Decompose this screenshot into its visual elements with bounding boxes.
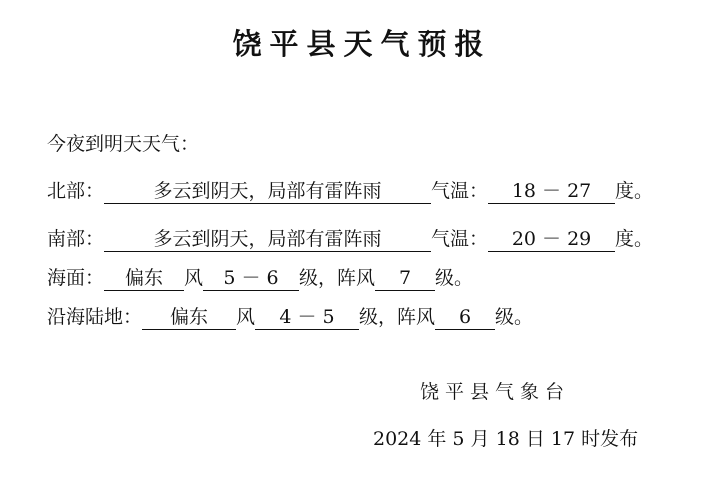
coast-gust-level: 6 (435, 305, 495, 330)
south-forecast-line (47, 226, 653, 252)
sea-level-suffix: 级，阵风 (299, 267, 376, 289)
page-title: 饶平县天气预报 (232, 27, 492, 61)
sea-wind-word: 风 (184, 267, 204, 289)
coast-gust-suffix: 级。 (495, 306, 534, 328)
sea-label: 海面： (47, 267, 105, 289)
sea-gust-level: 7 (375, 266, 435, 291)
north-temp-label: 气温： (431, 180, 489, 202)
forecast-intro: 今夜到明天天气： (47, 133, 200, 155)
south-label: 南部： (47, 228, 105, 250)
south-temp-label: 气温： (431, 228, 489, 250)
coast-wind-direction: 偏东 (142, 305, 236, 330)
north-temperature: 18 － 27 (488, 179, 615, 204)
sea-wind-direction: 偏东 (104, 266, 184, 291)
coast-forecast-line (47, 304, 533, 330)
sea-forecast-line (47, 265, 473, 291)
issuer-signature: 饶平县气象台 (420, 381, 571, 403)
issue-date: 2024 年 5 月 18 日 17 时发布 (373, 428, 639, 450)
south-temperature: 20 － 29 (488, 227, 615, 252)
coast-wind-level: 4 － 5 (255, 305, 359, 330)
coast-wind-word: 风 (236, 306, 256, 328)
north-forecast-line (47, 178, 653, 204)
coast-label: 沿海陆地： (47, 306, 143, 328)
sea-gust-suffix: 级。 (435, 267, 474, 289)
north-label: 北部： (47, 180, 105, 202)
south-weather: 多云到阴天，局部有雷阵雨 (104, 227, 431, 252)
north-weather: 多云到阴天，局部有雷阵雨 (104, 179, 431, 204)
south-temp-unit: 度。 (615, 228, 654, 250)
north-temp-unit: 度。 (615, 180, 654, 202)
coast-level-suffix: 级，阵风 (359, 306, 436, 328)
sea-wind-level: 5 － 6 (203, 266, 299, 291)
